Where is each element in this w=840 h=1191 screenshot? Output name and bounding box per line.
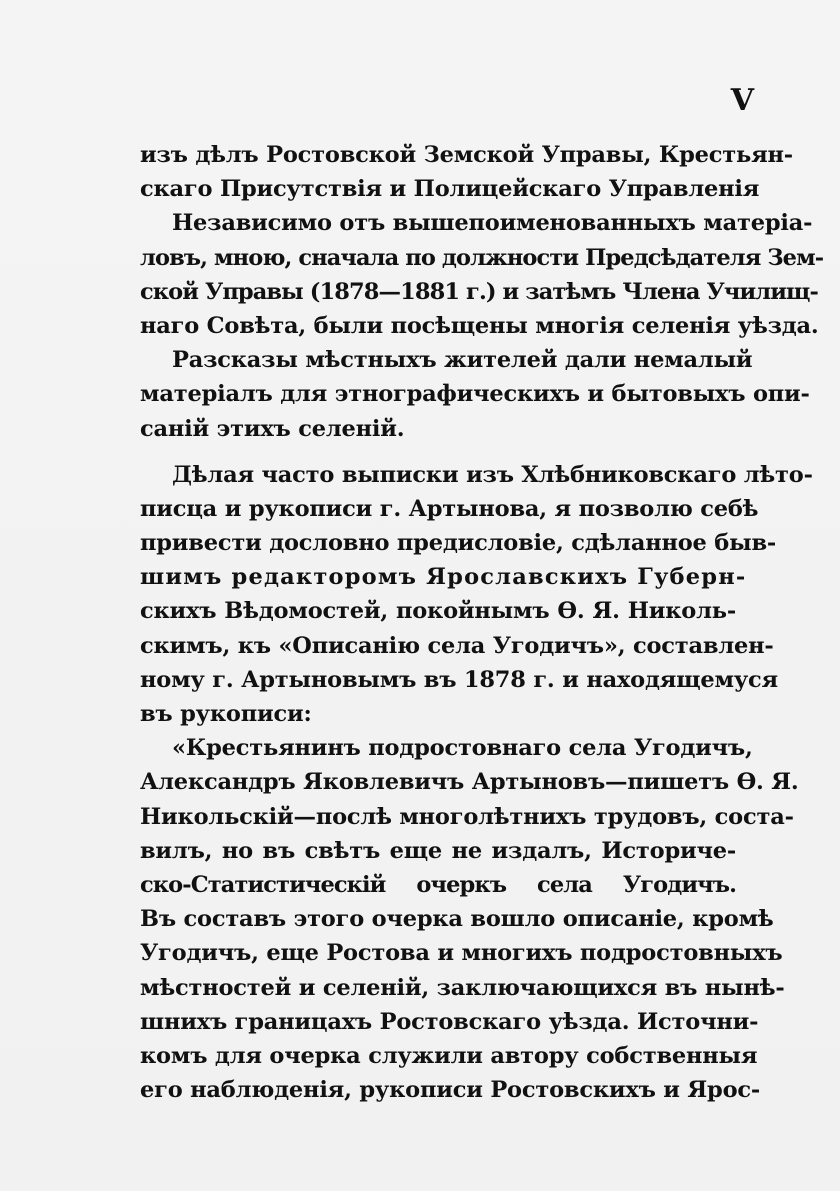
text-line: ловъ, мною, сначала по должности Предсѣдателя Зем-	[140, 244, 824, 271]
text-line: скихъ Вѣдомостей, покойнымъ Ѳ. Я. Николь-	[140, 598, 736, 625]
text-line: шимъ редакторомъ Ярославскихъ Губерн-	[140, 564, 747, 591]
text-line: скаго Присутствія и Полицейскаго Управленія	[140, 176, 760, 203]
paragraph	[140, 206, 824, 343]
text-line: ской Управы (1878—1881 г.) и затѣмъ Члена Училищ-	[140, 278, 818, 305]
text-line: Никольскій—послѣ многолѣтнихъ трудовъ, соста-	[140, 803, 794, 830]
text-line: Разсказы мѣстныхъ жителей дали немалый	[172, 347, 753, 374]
paragraph	[140, 343, 810, 446]
text-line: скимъ, къ «Описанію села Угодичъ», составлен-	[140, 632, 774, 659]
quotation-paragraph	[140, 731, 799, 1107]
text-line: шнихъ границахъ Ростовскаго уѣзда. Источни-	[140, 1008, 759, 1035]
text-line: въ рукописи:	[140, 701, 312, 727]
text-line: Дѣлая часто выписки изъ Хлѣбниковскаго лѣто-	[172, 461, 813, 488]
paragraph-gap	[140, 446, 736, 458]
page-number: V	[730, 83, 754, 118]
text-line: ному г. Артыновымъ въ 1878 г. и находящемуся	[140, 666, 778, 693]
text-line: «Крестьянинъ подростовнаго села Угодичъ,	[172, 735, 753, 762]
text-line: вилъ, но въ свѣтъ еще не издалъ, Историче-	[140, 837, 736, 864]
text-line: Александръ Яковлевичъ Артыновъ—пишетъ Ѳ. Я.	[140, 769, 799, 796]
text-line: Въ составъ этого очерка вошло описаніе, кромѣ	[140, 906, 774, 933]
text-line: саній этихъ селеній.	[140, 415, 405, 442]
text-line: комъ для очерка служили автору собственныя	[140, 1042, 758, 1069]
text-line: матеріалъ для этнографическихъ и бытовыхъ опи-	[140, 381, 810, 408]
paragraph	[140, 458, 813, 732]
text-line: наго Совѣта, были посѣщены многія селенія уѣзда.	[140, 312, 819, 339]
text-line: изъ дѣлъ Ростовской Земской Управы, Крестьян-	[140, 142, 793, 168]
text-line: писца и рукописи г. Артынова, я позволю себѣ	[140, 495, 759, 522]
text-line: мѣстностей и селеній, заключающихся въ нынѣ-	[140, 974, 785, 1001]
text-line: Независимо отъ вышепоименованныхъ матеріа-	[172, 210, 813, 237]
text-line: ско-Статистическій очеркъ села Угодичъ.	[140, 871, 736, 898]
text-line: Угодичъ, еще Ростова и многихъ подростовныхъ	[140, 940, 783, 967]
paragraph	[140, 138, 793, 206]
text-line: привести дословно предисловіе, сдѣланное быв-	[140, 530, 777, 557]
text-line: его наблюденія, рукописи Ростовскихъ и Ярос-	[140, 1077, 761, 1104]
body-text	[140, 138, 824, 1107]
